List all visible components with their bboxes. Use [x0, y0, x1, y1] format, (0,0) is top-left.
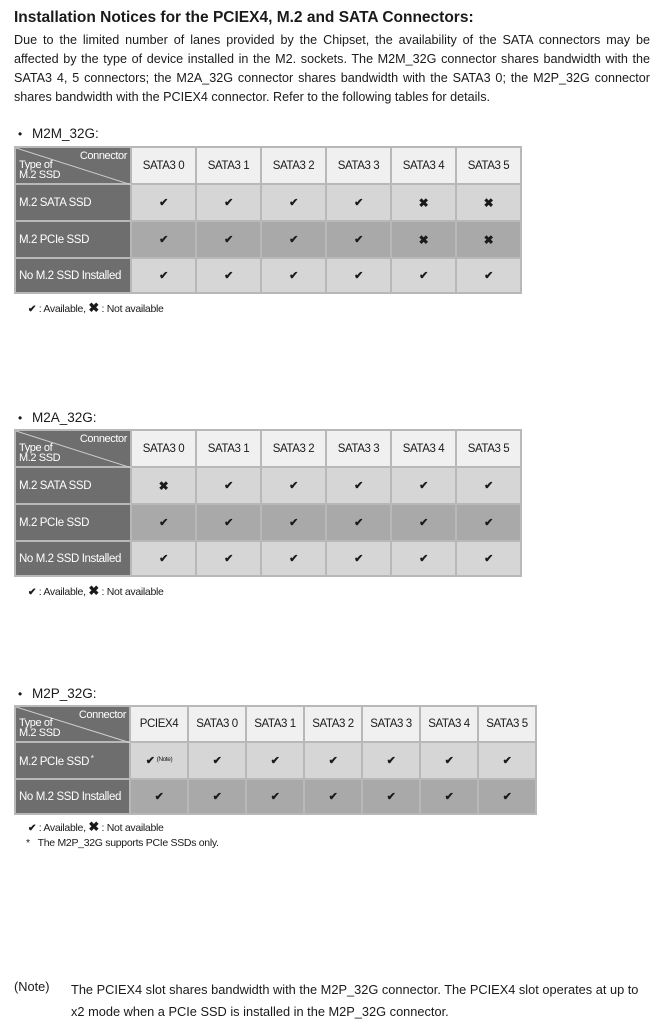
- check-icon: ✔: [502, 755, 512, 767]
- m2m-table: [14, 146, 522, 294]
- table-cell: [456, 504, 521, 541]
- table-cell: [196, 504, 261, 541]
- table-cell: [196, 467, 261, 504]
- table-cell: [131, 184, 196, 221]
- legend-m2a: [28, 583, 164, 599]
- column-header: SATA3 5: [456, 430, 521, 467]
- check-icon: ✔: [289, 234, 298, 246]
- column-header: SATA3 2: [304, 706, 362, 742]
- check-icon: ✔: [484, 517, 493, 529]
- check-icon: ✔: [224, 234, 233, 246]
- row-label: No M.2 SSD Installed: [15, 779, 130, 814]
- column-header: SATA3 4: [391, 430, 456, 467]
- check-icon: ✔: [484, 270, 493, 282]
- row-label: M.2 PCIe SSD *: [15, 742, 130, 779]
- column-header: SATA3 1: [196, 430, 261, 467]
- check-icon: ✔: [212, 791, 222, 803]
- table-cell: [196, 541, 261, 576]
- table-cell: [261, 467, 326, 504]
- check-icon: ✔: [28, 587, 37, 598]
- check-icon: ✔: [354, 197, 363, 209]
- table-cell: [326, 184, 391, 221]
- row-label-footnote-mark: *: [88, 753, 94, 763]
- check-icon: ✔: [386, 791, 396, 803]
- corner-header: [15, 430, 131, 467]
- cross-icon: ✖: [418, 232, 429, 247]
- footnote-star: *: [26, 837, 30, 849]
- table-cell: [130, 779, 188, 814]
- table-header-row: [15, 147, 521, 184]
- table-cell: [196, 258, 261, 293]
- check-icon: ✔: [419, 553, 428, 565]
- table-cell: [188, 779, 246, 814]
- table-cell: [326, 504, 391, 541]
- section-label-m2a: [18, 410, 97, 425]
- column-header: SATA3 0: [131, 430, 196, 467]
- bullet-icon: •: [18, 127, 23, 141]
- corner-connector-label: Connector: [78, 709, 126, 721]
- bullet-icon: •: [18, 687, 23, 701]
- footnote: [26, 837, 219, 849]
- section-label-m2m: [18, 126, 99, 141]
- table-cell: [456, 184, 521, 221]
- check-icon: ✔: [154, 791, 164, 803]
- table-cell: [261, 184, 326, 221]
- check-icon: ✔: [289, 197, 298, 209]
- check-icon: ✔: [224, 480, 233, 492]
- corner-header: [15, 147, 131, 184]
- cross-icon: ✖: [483, 232, 494, 247]
- check-icon: ✔: [328, 791, 338, 803]
- check-icon: ✔: [354, 517, 363, 529]
- cross-icon: ✖: [483, 195, 494, 210]
- table-row: [15, 779, 536, 814]
- table-cell: [326, 258, 391, 293]
- table-cell: [261, 541, 326, 576]
- table-cell: [261, 504, 326, 541]
- table-cell: [131, 258, 196, 293]
- table-cell: [196, 221, 261, 258]
- corner-type-label: Type of M.2 SSD: [19, 159, 61, 181]
- cell-note: (Note): [156, 756, 173, 763]
- row-label: M.2 PCIe SSD: [15, 221, 131, 258]
- column-header: SATA3 3: [326, 147, 391, 184]
- row-label: No M.2 SSD Installed: [15, 258, 131, 293]
- table-cell: [391, 467, 456, 504]
- check-icon: ✔: [354, 553, 363, 565]
- cross-icon: ✖: [88, 583, 99, 598]
- legend-not-available-text: : Not available: [98, 822, 164, 834]
- legend-available-text: : Available,: [36, 586, 89, 598]
- table-cell: [478, 742, 536, 779]
- column-header: SATA3 5: [456, 147, 521, 184]
- check-icon: ✔: [354, 480, 363, 492]
- table-row: [15, 742, 536, 779]
- check-icon: ✔: [28, 304, 37, 315]
- table-row: [15, 258, 521, 293]
- table-cell: [420, 742, 478, 779]
- check-icon: ✔: [289, 480, 298, 492]
- table-row: [15, 504, 521, 541]
- check-icon: ✔: [159, 234, 168, 246]
- table-cell: [456, 258, 521, 293]
- check-icon: ✔: [270, 755, 280, 767]
- check-icon: ✔: [159, 517, 168, 529]
- table-cell: [196, 184, 261, 221]
- legend-not-available-text: : Not available: [98, 303, 164, 315]
- table-cell: [326, 541, 391, 576]
- column-header: PCIEX4: [130, 706, 188, 742]
- table-cell: [391, 258, 456, 293]
- table-row: [15, 467, 521, 504]
- table-cell: [362, 779, 420, 814]
- cross-icon: ✖: [88, 819, 99, 834]
- row-label: M.2 SATA SSD: [15, 467, 131, 504]
- table-cell: [326, 467, 391, 504]
- page-title: Installation Notices for the PCIEX4, M.2 and SATA Connectors:: [14, 9, 474, 26]
- check-icon: ✔: [159, 197, 168, 209]
- column-header: SATA3 2: [261, 430, 326, 467]
- table-row: [15, 221, 521, 258]
- section-title: M2A_32G:: [32, 410, 97, 425]
- column-header: SATA3 0: [131, 147, 196, 184]
- row-label: M.2 SATA SSD: [15, 184, 131, 221]
- check-icon: ✔: [159, 553, 168, 565]
- legend-m2p: [28, 819, 164, 835]
- corner-type-label: Type of M.2 SSD: [19, 717, 61, 739]
- table-cell: [131, 504, 196, 541]
- check-icon: ✔: [354, 270, 363, 282]
- check-icon: ✔: [502, 791, 512, 803]
- check-icon: ✔: [212, 755, 222, 767]
- check-icon: ✔: [270, 791, 280, 803]
- table-row: [15, 184, 521, 221]
- cross-icon: ✖: [418, 195, 429, 210]
- check-icon: ✔: [289, 517, 298, 529]
- check-icon: ✔: [224, 197, 233, 209]
- legend-available-text: : Available,: [36, 303, 89, 315]
- corner-connector-label: Connector: [79, 433, 127, 445]
- table-cell: [131, 221, 196, 258]
- table-cell: [326, 221, 391, 258]
- check-icon: ✔: [28, 823, 37, 834]
- check-icon: ✔: [444, 791, 454, 803]
- table-cell: [391, 504, 456, 541]
- column-header: SATA3 4: [420, 706, 478, 742]
- table-cell: [246, 742, 304, 779]
- m2p-table: [14, 705, 537, 815]
- footnote-text: The M2P_32G supports PCIe SSDs only.: [37, 837, 219, 849]
- check-icon: ✔: [419, 270, 428, 282]
- check-icon: ✔: [444, 755, 454, 767]
- cross-icon: ✖: [158, 478, 169, 493]
- check-icon: ✔: [419, 517, 428, 529]
- cross-icon: ✖: [88, 300, 99, 315]
- bullet-icon: •: [18, 411, 23, 425]
- check-icon: ✔: [289, 270, 298, 282]
- row-label: M.2 PCIe SSD: [15, 504, 131, 541]
- corner-header: [15, 706, 130, 742]
- check-icon: ✔: [328, 755, 338, 767]
- note-text: The PCIEX4 slot shares bandwidth with the M2P_32G connector. The PCIEX4 slot operates at up to x2 mode when a PCIe SSD is installed in the M2P_32G connector.: [71, 982, 639, 1019]
- table-cell: [246, 779, 304, 814]
- column-header: SATA3 5: [478, 706, 536, 742]
- check-icon: ✔: [224, 517, 233, 529]
- table-cell: [131, 541, 196, 576]
- row-label: No M.2 SSD Installed: [15, 541, 131, 576]
- check-icon: ✔: [159, 270, 168, 282]
- table-cell: [261, 258, 326, 293]
- table-cell: [131, 467, 196, 504]
- table-cell: [478, 779, 536, 814]
- check-icon: ✔: [224, 553, 233, 565]
- column-header: SATA3 4: [391, 147, 456, 184]
- column-header: SATA3 0: [188, 706, 246, 742]
- table-cell: [456, 541, 521, 576]
- section-title: M2P_32G:: [32, 686, 97, 701]
- legend-not-available-text: : Not available: [98, 586, 164, 598]
- check-icon: ✔: [289, 553, 298, 565]
- column-header: SATA3 2: [261, 147, 326, 184]
- note-label: (Note): [14, 979, 50, 994]
- corner-type-label: Type of M.2 SSD: [19, 442, 61, 464]
- table-header-row: [15, 430, 521, 467]
- section-label-m2p: [18, 686, 97, 701]
- m2a-table: [14, 429, 522, 577]
- table-cell: [420, 779, 478, 814]
- check-icon: ✔: [145, 755, 155, 767]
- table-cell: [261, 221, 326, 258]
- column-header: SATA3 3: [326, 430, 391, 467]
- legend-available-text: : Available,: [36, 822, 89, 834]
- legend-m2m: [28, 300, 164, 316]
- table-cell: [188, 742, 246, 779]
- table-row: [15, 541, 521, 576]
- check-icon: ✔: [484, 480, 493, 492]
- column-header: SATA3 1: [246, 706, 304, 742]
- corner-connector-label: Connector: [79, 150, 127, 162]
- table-cell: [304, 779, 362, 814]
- table-header-row: [15, 706, 536, 742]
- table-cell: [391, 221, 456, 258]
- table-cell: [456, 221, 521, 258]
- column-header: SATA3 3: [362, 706, 420, 742]
- table-cell: [130, 742, 188, 779]
- column-header: SATA3 1: [196, 147, 261, 184]
- check-icon: ✔: [354, 234, 363, 246]
- intro-paragraph: Due to the limited number of lanes provided by the Chipset, the availability of the SATA connectors may be affected by the type of device installed in the M2. sockets. The M2M_32G connector shares bandwidth with the SATA3 4, 5 connectors; the M2A_32G connector shares bandwidth with the SATA3 0; the M2P_32G connector shares bandwidth with the PCIEX4 connector. Refer to the following tables for details.: [14, 33, 650, 104]
- section-title: M2M_32G:: [32, 126, 99, 141]
- table-cell: [391, 184, 456, 221]
- table-cell: [362, 742, 420, 779]
- table-cell: [391, 541, 456, 576]
- check-icon: ✔: [386, 755, 396, 767]
- check-icon: ✔: [484, 553, 493, 565]
- table-cell: [456, 467, 521, 504]
- check-icon: ✔: [419, 480, 428, 492]
- table-cell: [304, 742, 362, 779]
- check-icon: ✔: [224, 270, 233, 282]
